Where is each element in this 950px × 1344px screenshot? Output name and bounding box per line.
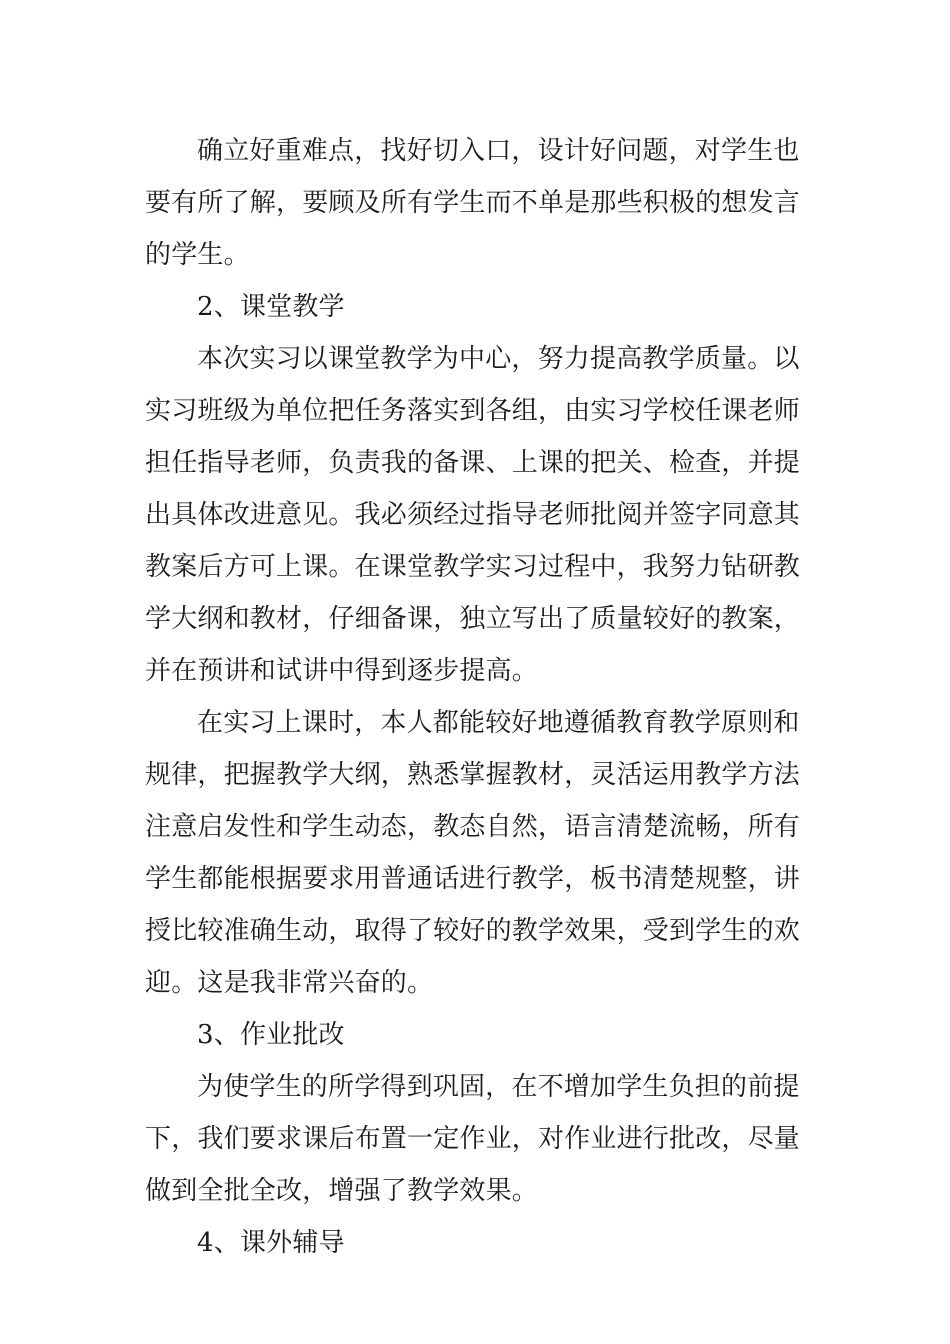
paragraph-line: 注意启发性和学生动态，教态自然，语言清楚流畅，所有	[145, 812, 801, 842]
paragraph-line: 下，我们要求课后布置一定作业，对作业进行批改，尽量	[145, 1124, 801, 1154]
section-heading: 4、课外辅导	[197, 1228, 345, 1258]
paragraph-line: 并在预讲和试讲中得到逐步提高。	[145, 656, 539, 686]
section-heading: 2、课堂教学	[197, 292, 345, 322]
paragraph-line: 学生都能根据要求用普通话进行教学，板书清楚规整，讲	[145, 864, 801, 894]
paragraph-line: 为使学生的所学得到巩固，在不增加学生负担的前提	[197, 1072, 800, 1102]
paragraph-line: 授比较准确生动，取得了较好的教学效果，受到学生的欢	[145, 916, 801, 946]
section-heading: 3、作业批改	[197, 1020, 345, 1050]
paragraph-line: 教案后方可上课。在课堂教学实习过程中，我努力钻研教	[145, 552, 801, 582]
paragraph-line: 本次实习以课堂教学为中心，努力提高教学质量。以	[197, 344, 800, 374]
paragraph-line: 学大纲和教材，仔细备课，独立写出了质量较好的教案，	[145, 604, 801, 634]
paragraph-line: 迎。这是我非常兴奋的。	[145, 968, 434, 998]
paragraph-line: 要有所了解，要顾及所有学生而不单是那些积极的想发言	[145, 188, 801, 218]
paragraph-line: 在实习上课时，本人都能较好地遵循教育教学原则和	[197, 708, 800, 738]
paragraph-line: 的学生。	[145, 240, 250, 270]
paragraph-line: 做到全批全改，增强了教学效果。	[145, 1176, 539, 1206]
paragraph-line: 担任指导老师，负责我的备课、上课的把关、检查，并提	[145, 448, 801, 478]
paragraph-line: 实习班级为单位把任务落实到各组，由实习学校任课老师	[145, 396, 801, 426]
paragraph-line: 出具体改进意见。我必须经过指导老师批阅并签字同意其	[145, 500, 801, 530]
paragraph-line: 规律，把握教学大纲，熟悉掌握教材，灵活运用教学方法	[145, 760, 801, 790]
paragraph-line: 确立好重难点，找好切入口，设计好问题，对学生也	[197, 136, 800, 166]
